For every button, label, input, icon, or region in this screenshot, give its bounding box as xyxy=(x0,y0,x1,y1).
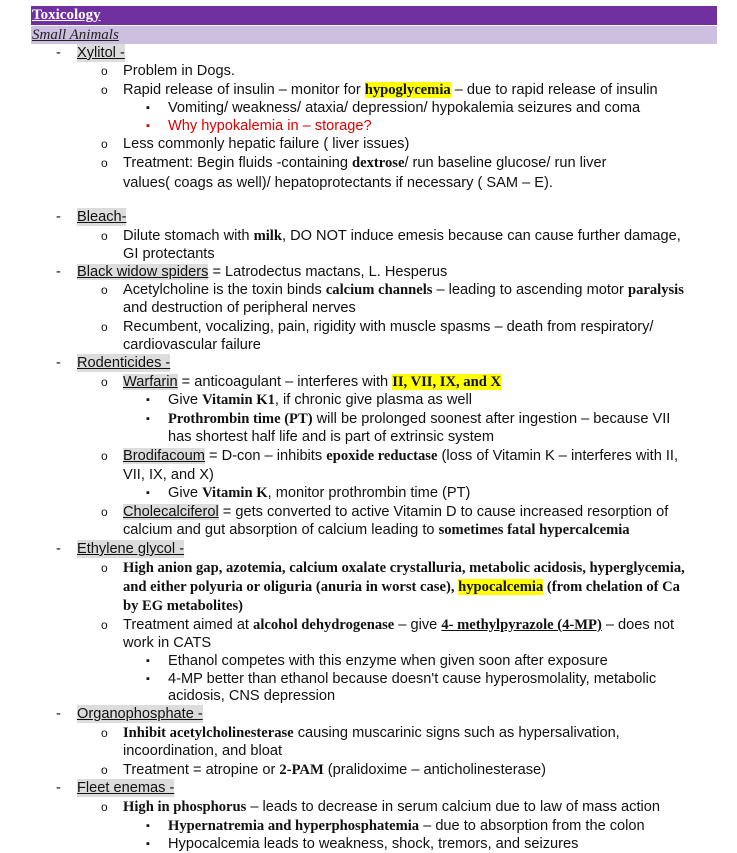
square-bullet: ▪ xyxy=(146,413,150,425)
circle-bullet: o xyxy=(101,156,108,170)
circle-bullet: o xyxy=(101,561,108,575)
text-line: Hypernatremia and hyperphosphatemia – due to absorption from the colon xyxy=(168,818,645,834)
square-bullet: ▪ xyxy=(146,820,150,832)
text-line: Rapid release of insulin – monitor for hypoglycemia – due to rapid release of insulin xyxy=(123,82,658,98)
topic-organophosphate: Organophosphate - xyxy=(77,706,203,722)
text-line: Treatment = atropine or 2-PAM (pralidoxime – anticholinesterase) xyxy=(123,762,546,778)
square-bullet: ▪ xyxy=(146,120,150,132)
circle-bullet: o xyxy=(101,726,108,740)
square-bullet: ▪ xyxy=(146,487,150,499)
text-line: VII, IX, and X) xyxy=(123,467,214,483)
circle-bullet: o xyxy=(101,618,108,632)
text-line: Cholecalciferol = gets converted to active Vitamin D to cause increased resorption of xyxy=(123,504,669,520)
circle-bullet: o xyxy=(101,505,108,519)
square-bullet: ▪ xyxy=(146,655,150,667)
text-line: High anion gap, azotemia, calcium oxalate crystalluria, metabolic acidosis, hyperglycemia, xyxy=(123,560,685,576)
circle-bullet: o xyxy=(101,137,108,151)
text-line: Treatment: Begin fluids -containing dextrose/ run baseline glucose/ run liver xyxy=(123,155,607,171)
text-line: Brodifacoum = D-con – inhibits epoxide reductase (loss of Vitamin K – interferes with II, xyxy=(123,448,679,464)
question-line: Why hypokalemia in – storage? xyxy=(168,118,372,134)
section-title: Toxicology xyxy=(31,6,717,25)
text-line: Give Vitamin K, monitor prothrombin time (PT) xyxy=(168,485,471,501)
circle-bullet: o xyxy=(101,375,108,389)
topic-xylitol: Xylitol - xyxy=(77,45,125,61)
text-line: Recumbent, vocalizing, pain, rigidity with muscle spasms – death from respiratory/ xyxy=(123,319,654,335)
square-bullet: ▪ xyxy=(146,394,150,406)
circle-bullet: o xyxy=(101,64,108,78)
circle-bullet: o xyxy=(101,83,108,97)
square-bullet: ▪ xyxy=(146,838,150,850)
text-line: and destruction of peripheral nerves xyxy=(123,300,356,316)
text-line: has shortest half life and is part of extrinsic system xyxy=(168,429,495,445)
circle-bullet: o xyxy=(101,229,108,243)
text-line: Hypocalcemia leads to weakness, shock, tremors, and seizures xyxy=(168,836,579,852)
section-subtitle: Small Animals xyxy=(31,26,717,44)
text-line: by EG metabolites) xyxy=(123,598,243,614)
text-line: Give Vitamin K1, if chronic give plasma as well xyxy=(168,392,473,408)
text-line: Ethanol competes with this enzyme when given soon after exposure xyxy=(168,653,608,669)
topic-ethylene-glycol: Ethylene glycol - xyxy=(77,541,185,557)
text-line: Problem in Dogs. xyxy=(123,63,235,79)
circle-bullet: o xyxy=(101,283,108,297)
dash-bullet: - xyxy=(56,541,61,557)
dash-bullet: - xyxy=(56,45,61,61)
text-line: Acetylcholine is the toxin binds calcium channels – leading to ascending motor paralysis xyxy=(123,282,684,298)
circle-bullet: o xyxy=(101,763,108,777)
text-line: Less commonly hepatic failure ( liver issues) xyxy=(123,136,410,152)
text-line: and either polyuria or oliguria (anuria in worst case), hypocalcemia (from chelation of Ca xyxy=(123,579,680,595)
dash-bullet: - xyxy=(56,264,61,280)
text-line: values( coags as well)/ hepatoprotectants if necessary ( SAM – E). xyxy=(123,175,553,191)
text-line: incoordination, and bloat xyxy=(123,743,283,759)
square-bullet: ▪ xyxy=(146,102,150,114)
text-line: Inhibit acetylcholinesterase causing muscarinic signs such as hypersalivation, xyxy=(123,725,620,741)
dash-bullet: - xyxy=(56,355,61,371)
text-line: Treatment aimed at alcohol dehydrogenase – give 4- methylpyrazole (4-MP) – does not xyxy=(123,617,675,633)
text-line: cardiovascular failure xyxy=(123,337,261,353)
topic-rodenticides: Rodenticides - xyxy=(77,355,171,371)
text-line: Warfarin = anticoagulant – interferes with II, VII, IX, and X xyxy=(123,374,502,390)
text-line: Vomiting/ weakness/ ataxia/ depression/ hypokalemia seizures and coma xyxy=(168,100,641,116)
text-line: work in CATS xyxy=(123,635,212,651)
circle-bullet: o xyxy=(101,800,108,814)
text-line: GI protectants xyxy=(123,246,215,262)
dash-bullet: - xyxy=(56,706,61,722)
text-line: Prothrombin time (PT) will be prolonged soonest after ingestion – because VII xyxy=(168,411,671,427)
topic-black-widow: Black widow spiders = Latrodectus mactans, L. Hesperus xyxy=(77,264,448,280)
circle-bullet: o xyxy=(101,449,108,463)
topic-bleach: Bleach- xyxy=(77,209,127,225)
square-bullet: ▪ xyxy=(146,673,150,685)
dash-bullet: - xyxy=(56,780,61,796)
text-line: Dilute stomach with milk, DO NOT induce emesis because can cause further damage, xyxy=(123,228,681,244)
text-line: acidosis, CNS depression xyxy=(168,688,336,704)
dash-bullet: - xyxy=(56,209,61,225)
text-line: 4-MP better than ethanol because doesn't cause hyperosmolality, metabolic xyxy=(168,671,657,687)
topic-fleet-enemas: Fleet enemas - xyxy=(77,780,175,796)
text-line: High in phosphorus – leads to decrease in serum calcium due to law of mass action xyxy=(123,799,661,815)
circle-bullet: o xyxy=(101,320,108,334)
text-line: calcium and gut absorption of calcium leading to sometimes fatal hypercalcemia xyxy=(123,522,630,538)
